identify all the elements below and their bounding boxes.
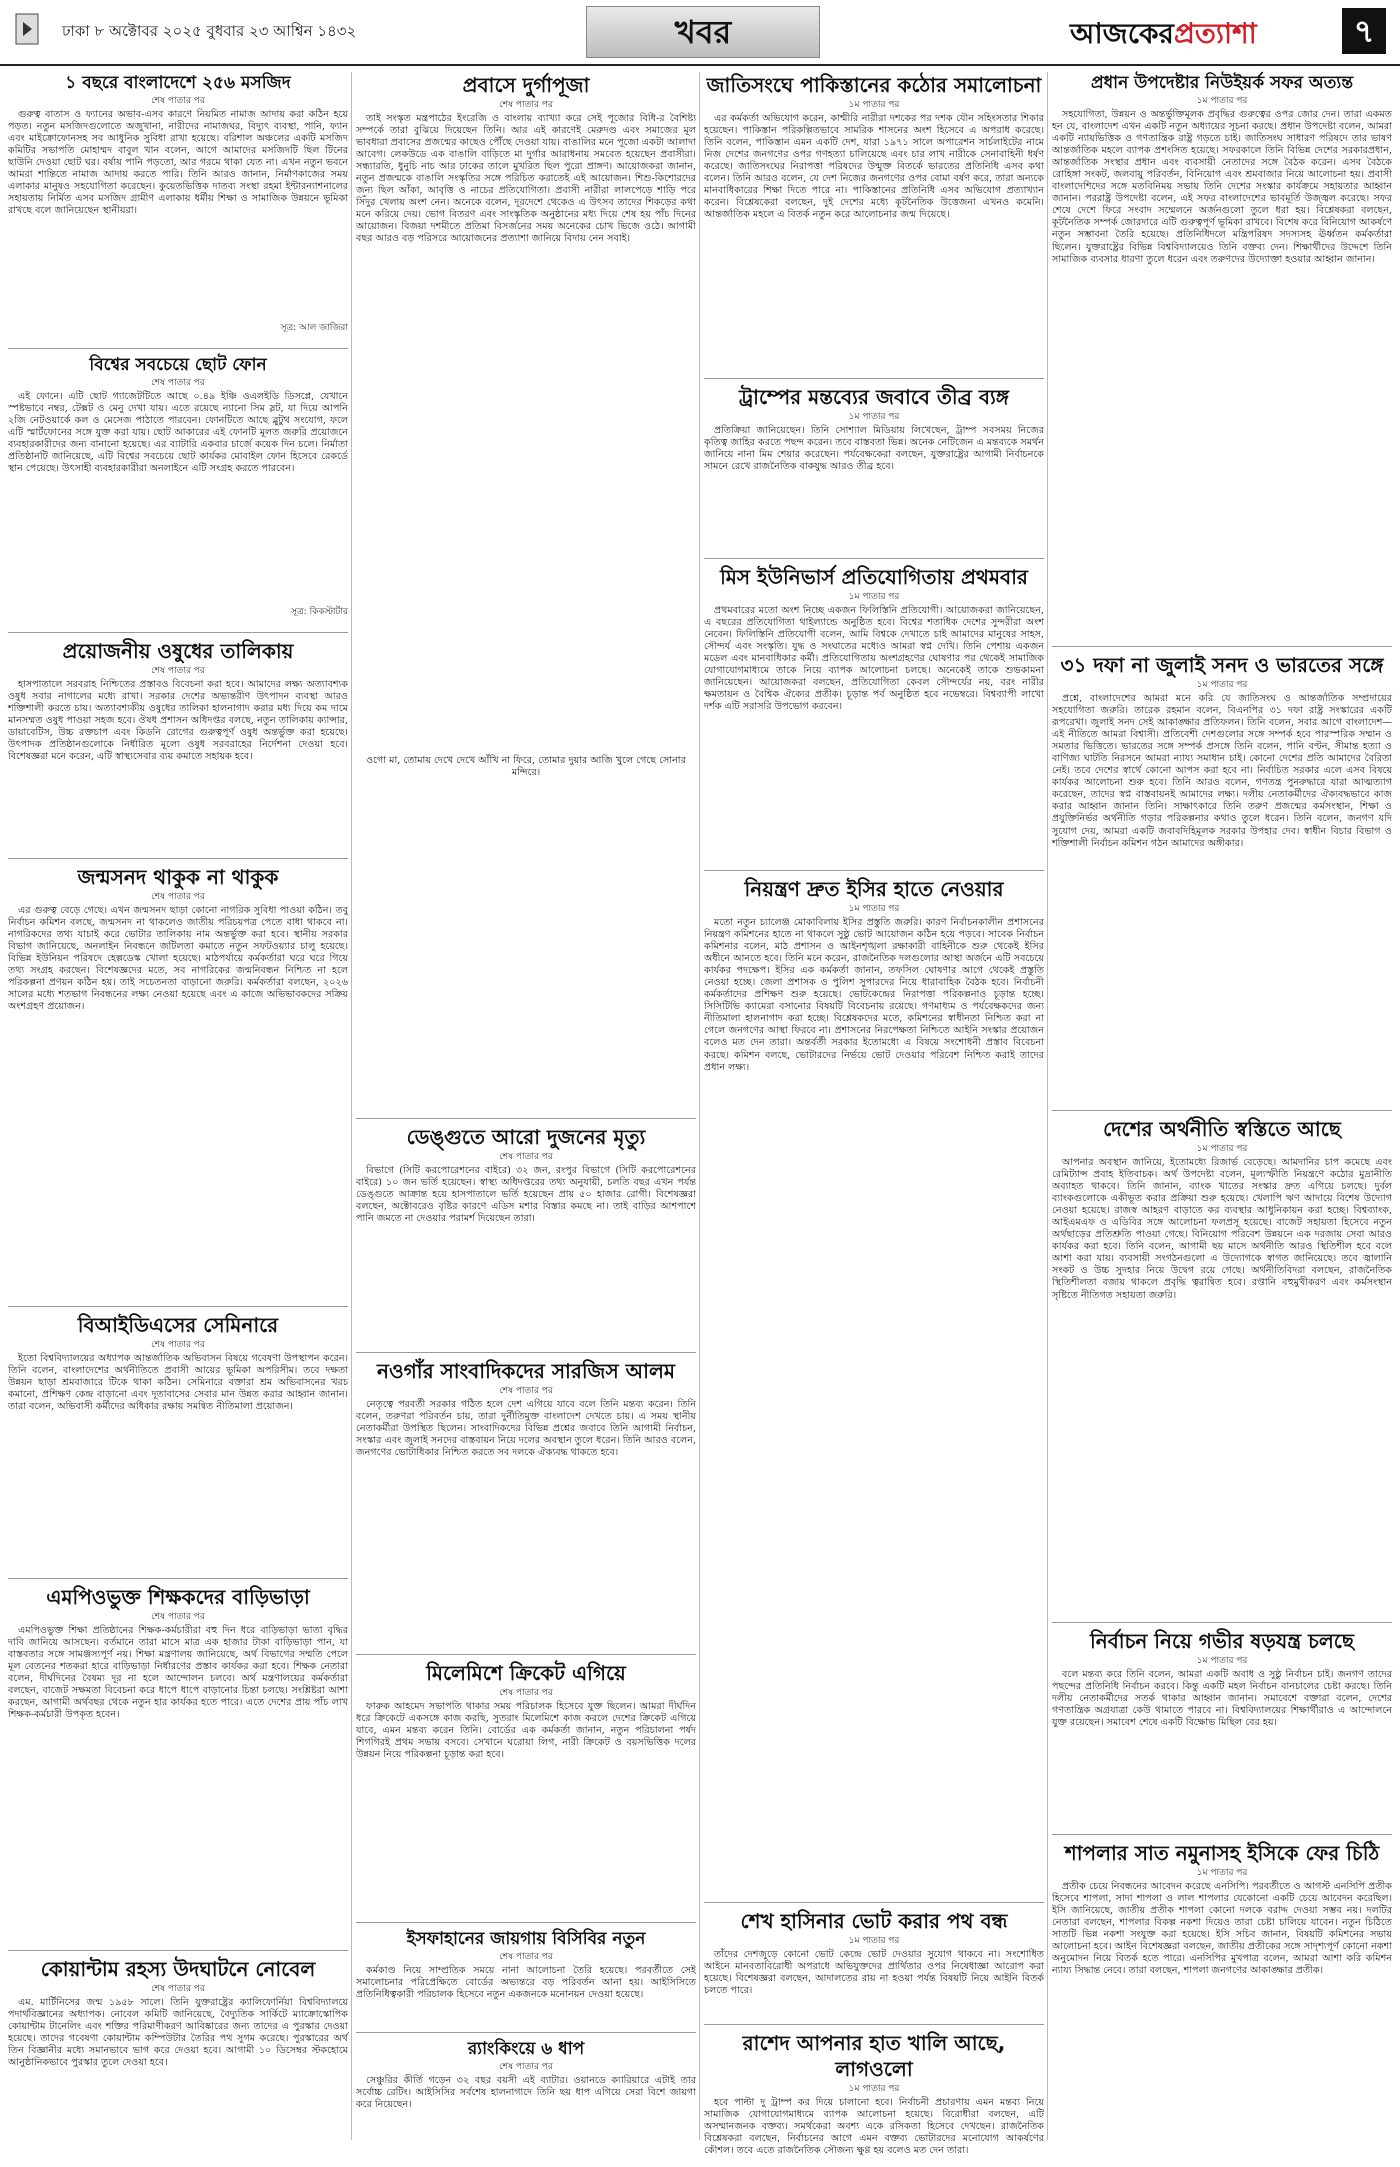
headline: শেখ হাসিনার ভোট করার পথ বন্ধ bbox=[740, 1909, 1008, 1933]
column-divider bbox=[351, 72, 352, 2140]
story-body: নেতৃত্বে পরবর্তী সরকার গঠিত হলে দেশ এগিয়ে যাবে বলে তিনি মন্তব্য করেন। তিনি বলেন, তরুণরা পরিবর্তন চায়, তারা দুর্নীতিমুক্ত বাংলাদেশ দেখতে চায়। এ সময় স্থানীয় নেতাকর্মীরা উপস্থিত ছিলেন। সাংবাদিকদের বিভিন্ন প্রশ্নের জবাবে তিনি আগামী নির্বাচন, সংস্কার এবং জুলাই সনদের বাস্তবায়ন নিয়ে দলের অবস্থান তুলে ধরেন। তিনি আরও বলেন, জনগণের ভোটাধিকার নিশ্চিত করতে সব দলকে ঐক্যবদ্ধ থাকতে হবে। bbox=[356, 1399, 696, 1459]
jump-label: ১ম পাতার পর bbox=[848, 100, 900, 110]
story-body: প্রশ্নে, বাংলাদেশের আমরা মনে করি যে জাতিসংঘ ও আন্তর্জাতিক সম্প্রদায়ের সহযোগিতা জরুরি। তারেক রহমান বলেন, বিএনপির ৩১ দফা রাষ্ট্র সংস্কারের একটি রূপরেখা। জুলাই সনদ সেই আকাঙ্ক্ষার প্রতিফলন। তিনি বলেন, সবার আগে বাংলাদেশ—এই নীতিতে আমরা বিশ্বাসী। প্রতিবেশী দেশগুলোর সঙ্গে সম্পর্ক হবে পারস্পরিক সম্মান ও সমতার ভিত্তিতে। ভারতের সঙ্গে সম্পর্ক প্রসঙ্গে তিনি বলেন, পানি বণ্টন, সীমান্ত হত্যা ও বাণিজ্য ঘাটতি নিরসনে আমরা ন্যায্য সমাধান চাই। কোনো দেশের প্রতি আমাদের বৈরিতা নেই। তবে দেশের স্বার্থে কোনো আপস করা হবে না। নির্বাচিত সরকার এলে এসব বিষয়ে কার্যকর আলোচনা শুরু হবে। তিনি আরও বলেন, গণতন্ত্র পুনরুদ্ধারে যারা আত্মত্যাগ করেছেন, তাদের স্বপ্ন বাস্তবায়নই আমাদের লক্ষ্য। দলীয় নেতাকর্মীদের ঐক্যবদ্ধভাবে কাজ করার আহ্বান জানান তিনি। সাক্ষাৎকারে তিনি তরুণ প্রজন্মের কর্মসংস্থান, শিক্ষা ও প্রযুক্তিনির্ভর অর্থনীতি গড়ার পরিকল্পনার কথাও তুলে ধরেন। তিনি বলেন, জনগণ যদি সুযোগ দেয়, আমরা একটি জবাবদিহিমূলক সরকার উপহার দেব। স্বাধীন বিচার বিভাগ ও শক্তিশালী নির্বাচন কমিশন গঠন আমাদের অঙ্গীকার। bbox=[1052, 693, 1392, 849]
jump-label: শেষ পাতার পর bbox=[151, 96, 205, 106]
column-4 bbox=[1052, 72, 1392, 2140]
jump-label: শেষ পাতার পর bbox=[499, 1152, 553, 1162]
story-medicines bbox=[8, 638, 348, 852]
jump-label: ১ম পাতার পর bbox=[1196, 96, 1248, 106]
story-body: কর্মকাণ্ড নিয়ে সাম্প্রতিক সময়ে নানা আলোচনা তৈরি হয়েছে। পরবর্তীতে সেই সমালোচনার পরিপ্রেক্ষিতে বোর্ডের অভ্যন্তরে বড় পরিবর্তন আনা হয়। আইসিসিতে প্রতিনিধিত্বকারী পরিচালক হিসেবে নতুন একজনকে মনোনয়ন দেওয়া হয়েছে। bbox=[356, 1965, 696, 2001]
story-july-charter bbox=[1052, 652, 1392, 1104]
story-phone bbox=[8, 354, 348, 626]
story-birth-certificate bbox=[8, 864, 348, 1300]
story-newyork-tour bbox=[1052, 72, 1392, 640]
story-body: প্রতিক্রিয়া জানিয়েছেন। তিনি সোশ্যাল মিডিয়ায় লিখেছেন, ট্রাম্প সবসময় নিজের কৃতিত্ব জাহির করতে পছন্দ করেন। তবে বাস্তবতা ভিন্ন। অনেক নেটিজেন এ মন্তব্যকে সমর্থন জানিয়ে নানা মিম শেয়ার করেছেন। পর্যবেক্ষকেরা বলছেন, যুক্তরাষ্ট্রের আগামী নির্বাচনকে সামনে রেখে রাজনৈতিক বাকযুদ্ধ আরও তীব্র হবে। bbox=[704, 425, 1044, 473]
jump-label: শেষ পাতার পর bbox=[499, 1386, 553, 1396]
headline: ১ বছরে বাংলাদেশে ২৫৬ মসজিদ bbox=[65, 73, 291, 93]
story-economy bbox=[1052, 1116, 1392, 1616]
column-divider bbox=[1047, 72, 1048, 2140]
story-body: বিভাগে (সিটি করপোরেশনের বাইরে) ৩২ জন, রংপুর বিভাগে (সিটি করপোরেশনের বাইরে) ১০ জন ভর্তি হয়েছেন। স্বাস্থ্য অধিদপ্তরের তথ্য অনুযায়ী, চলতি বছর এখন পর্যন্ত ডেঙ্গুতে আক্রান্ত হয়ে হাসপাতালে ভর্তি হয়েছেন প্রায় ৫০ হাজার রোগী। বিশেষজ্ঞরা বলছেন, অক্টোবরেও বৃষ্টির কারণে এডিস মশার বিস্তার কমছে না। তাই বাড়ির আশপাশে পানি জমতে না দেওয়ার পরামর্শ দিয়েছেন তারা। bbox=[356, 1165, 696, 1225]
headline: জাতিসংঘে পাকিস্তানের কঠোর সমালোচনা bbox=[706, 73, 1042, 97]
story-miss-universe bbox=[704, 564, 1044, 864]
story-body: ফারুক আহমেদ সভাপতি থাকার সময় পরিচালক হিসেবে যুক্ত ছিলেন। আমরা দীর্ঘদিন ধরে ক্রিকেটে একসঙ্গে কাজ করছি, সুতরাং মিলেমিশে কাজ করলে দেশের ক্রিকেট এগিয়ে যাবে, এমন মন্তব্য করেন তিনি। বোর্ডের এক কর্মকর্তা জানান, নতুন পরিচালনা পর্ষদ শিগগিরই প্রথম সভায় বসবে। সেখানে ঘরোয়া লিগ, নারী ক্রিকেট ও বয়সভিত্তিক দলের উন্নয়ন নিয়ে পরিকল্পনা চূড়ান্ত করা হবে। bbox=[356, 1701, 696, 1761]
issue-date: ঢাকা ৮ অক্টোবর ২০২৫ বুধবার ২৩ আশ্বিন ১৪৩২ bbox=[62, 22, 357, 40]
story-body: বলে মন্তব্য করে তিনি বলেন, আমরা একটি অবাধ ও সুষ্ঠু নির্বাচন চাই। জনগণ তাদের পছন্দের প্রতিনিধি নির্বাচন করবে। কিন্তু একটি মহল নির্বাচন বানচালের চেষ্টা করছে। তিনি দলীয় নেতাকর্মীদের সতর্ক থাকার আহ্বান জানান। সমাবেশে বক্তারা বলেন, দেশের গণতান্ত্রিক অগ্রযাত্রা কেউ থামাতে পারবে না। বিশ্ববিদ্যালয়ের শিক্ষার্থীরাও এ আন্দোলনে যুক্ত রয়েছেন। সমাবেশ শেষে একটি বিক্ষোভ মিছিল বের হয়। bbox=[1052, 1669, 1392, 1729]
headline: ইসফাহানের জায়গায় বিসিবির নতুন bbox=[406, 1929, 646, 1949]
story-durga-puja bbox=[356, 72, 696, 1112]
jump-label: ১ম পাতার পর bbox=[1196, 1868, 1248, 1878]
story-divider bbox=[1052, 1834, 1392, 1835]
headline: জন্মসনদ থাকুক না থাকুক bbox=[77, 865, 279, 889]
story-divider bbox=[704, 870, 1044, 871]
story-divider bbox=[356, 2032, 696, 2033]
jump-label: শেষ পাতার পর bbox=[499, 1952, 553, 1962]
story-divider bbox=[356, 1922, 696, 1923]
story-divider bbox=[704, 558, 1044, 559]
headline: ট্রাম্পের মন্তব্যের জবাবে তীব্র ব্যঙ্গ bbox=[738, 385, 1010, 409]
column-2 bbox=[356, 72, 696, 2140]
jump-label: ১ম পাতার পর bbox=[848, 592, 900, 602]
headline: নওগাঁর সাংবাদিকদের সারজিস আলম bbox=[377, 1359, 675, 1383]
story-bcb-isfahan bbox=[356, 1928, 696, 2028]
story-divider bbox=[704, 378, 1044, 379]
story-body: প্রতীক চেয়ে নিবন্ধনের আবেদন করেছে এনসিপি। পরবর্তীতে ও আগস্ট এনসিপি প্রতীক হিসেবে শাপলা, সাদা শাপলা ও লাল শাপলার যেকোনো একটি চেয়ে আবেদন করেছিল। ইসি জানিয়েছে, জাতীয় প্রতীক শাপলা কোনো দলকে বরাদ্দ দেওয়া সম্ভব নয়। দলটির নেতারা বলছেন, শাপলার বিকল্প নকশা দিয়েও তারা চেষ্টা চালিয়ে যাবেন। নতুন চিঠিতে সাতটি ভিন্ন নকশা সংযুক্ত করা হয়েছে। ইসি সচিব জানান, বিষয়টি কমিশনের সভায় আলোচনা হবে। আইন বিশেষজ্ঞরা বলছেন, জাতীয় প্রতীকের সঙ্গে সাদৃশ্যপূর্ণ কোনো নকশা অনুমোদন নিয়ে বিতর্ক হতে পারে। এনসিপির মুখপাত্র বলেন, আমরা আশা করি কমিশন ন্যায্য সিদ্ধান্ত নেবে। তারা বলছেন, শাপলা জনগণের আকাঙ্ক্ষার প্রতীক। bbox=[1052, 1881, 1392, 1977]
story-body: হবে পাল্টা দু ট্রাম্প কর দিয়ে চালানো হবে। নির্বাচনী প্রচারণায় এমন মন্তব্য নিয়ে সামাজিক যোগাযোগমাধ্যমে ব্যাপক আলোচনা হয়েছে। বিরোধীরা বলছেন, এটি অসম্মানজনক বক্তব্য। সমর্থকেরা অবশ্য একে রসিকতা হিসেবে দেখছেন। রাজনৈতিক বিশ্লেষকরা বলছেন, নির্বাচনের আগে এমন বক্তব্য ভোটারদের মনোযোগ আকর্ষণের কৌশল। তবে এতে রাজনৈতিক সৌজন্য ক্ষুণ্ণ হয় বলেও মত দেন তারা। bbox=[704, 2097, 1044, 2157]
headline: বিশ্বের সবচেয়ে ছোট ফোন bbox=[89, 355, 267, 375]
headline: ৩১ দফা না জুলাই সনদ ও ভারতের সঙ্গে bbox=[1060, 653, 1384, 677]
headline: কোয়ান্টাম রহস্য উদঘাটনে নোবেল bbox=[40, 1957, 316, 1981]
poem-excerpt: ওগো মা, তোমায় দেখে দেখে আঁখি না ফিরে, তোমার দুয়ার আজি খুলে গেছে সোনার মন্দিরে। bbox=[366, 755, 686, 779]
headline: রাশেদ আপনার হাত খালি আছে, লাগওলো bbox=[742, 2031, 1006, 2081]
story-cricket bbox=[356, 1660, 696, 1916]
story-divider bbox=[1052, 1110, 1392, 1111]
story-divider bbox=[356, 1352, 696, 1353]
story-pakistan-un bbox=[704, 72, 1044, 372]
headline: নিয়ন্ত্রণ দ্রুত ইসির হাতে নেওয়ার bbox=[744, 877, 1004, 901]
newspaper-logo bbox=[1070, 12, 1257, 59]
page-header bbox=[0, 0, 1400, 66]
story-divider bbox=[1052, 1622, 1392, 1623]
story-body: এমপিওভুক্ত শিক্ষা প্রতিষ্ঠানের শিক্ষক-কর্মচারীরা বহু দিন ধরে বাড়িভাড়া ভাতা বৃদ্ধির দাবি জানিয়ে আসছেন। বর্তমানে তারা মাসে মাত্র এক হাজার টাকা বাড়িভাড়া পান, যা বাস্তবতার সঙ্গে সামঞ্জস্যপূর্ণ নয়। শিক্ষা মন্ত্রণালয় জানিয়েছে, অর্থ বিভাগের সম্মতি পেলে মূল বেতনের শতকরা হারে বাড়িভাড়া নির্ধারণের প্রস্তাব কার্যকর করা হবে। শিক্ষক নেতারা বলেন, দীর্ঘদিনের বৈষম্য দূর না হলে আন্দোলন চলবে। অর্থ মন্ত্রণালয়ের কর্মকর্তারা বলছেন, বাজেট সক্ষমতা বিবেচনা করে ধাপে ধাপে বাড়ানোর চিন্তা চলছে। সংশ্লিষ্টরা আশা করছেন, আগামী অর্থবছর থেকে নতুন হার কার্যকর হতে পারে। এতে দেশের প্রায় পাঁচ লাখ শিক্ষক-কর্মচারী উপকৃত হবেন। bbox=[8, 1625, 348, 1721]
headline: শাপলার সাত নমুনাসহ ইসিকে ফের চিঠি bbox=[1064, 1841, 1380, 1865]
story-divider bbox=[704, 2024, 1044, 2025]
jump-label: শেষ পাতার পর bbox=[499, 1688, 553, 1698]
story-body: তাঁদের দেশজুড়ে কোনো ভোট কেন্দ্রে ভোট দেওয়ার সুযোগ থাকবে না। সংশোধিত আইনে মানবতাবিরোধী অপরাধে অভিযুক্তদের প্রার্থিতার ওপর নিষেধাজ্ঞা আরোপ করা হয়েছে। বিশেষজ্ঞরা বলছেন, আদালতের রায় না হওয়া পর্যন্ত বিষয়টি নিয়ে আইনি বিতর্ক চলতে পারে। bbox=[704, 1949, 1044, 1997]
section-title: খবর bbox=[586, 6, 820, 58]
jump-label: শেষ পাতার পর bbox=[151, 892, 205, 902]
story-body: এই ফোনে। এটি ছোট গ্যাজেটটিতে আছে ০.৪৯ ইঞ্চি ওএলইডি ডিসপ্লে, যেখানে স্পষ্টভাবে নম্বর, টেক্সট ও মেনু দেখা যায়। এতে রয়েছে ন্যানো সিম স্লট, যা দিয়ে আপনি ২জি নেটওয়ার্কে কল ও মেসেজ পাঠাতে পারবেন। ফোনটিতে আছে ব্লুটুথ সংযোগ, ফলে এটি স্মার্টফোনের সঙ্গে যুক্ত করা যায়। ছোট আকারের এই ফোনটি মূলত জরুরি প্রয়োজনে ব্যবহারকারীদের জন্য বানানো হয়েছে। এর ব্যাটারি একবার চার্জে কয়েক দিন চলে। নির্মাতা প্রতিষ্ঠানটি জানিয়েছে, এটি বিশ্বের সবচেয়ে ছোট কার্যকর মোবাইল ফোন হিসেবে রেকর্ডে স্থান পেয়েছে। উৎসাহী ব্যবহারকারীরা অনলাইনে এটি সংগ্রহ করতে পারবেন। bbox=[8, 391, 348, 475]
headline: মিস ইউনিভার্স প্রতিযোগিতায় প্রথমবার bbox=[720, 565, 1028, 589]
jump-label: ১ম পাতার পর bbox=[1196, 680, 1248, 690]
headline: এমপিওভুক্ত শিক্ষকদের বাড়িভাড়া bbox=[46, 1585, 310, 1609]
story-divider bbox=[8, 1578, 348, 1579]
story-byline: সূত্র: আল জাজিরা bbox=[280, 323, 348, 333]
story-body: সেঞ্চুরির কীর্তি গড়েন ৩২ বছর বয়সী এই ব্যাটার। ওয়ানডে ক্যারিয়ারে এটাই তার সর্বোচ্চ রেটিং। আইসিসির সর্বশেষ হালনাগাদে তিনি ছয় ধাপ এগিয়ে সেরা বিশে জায়গা করে নিয়েছেন। bbox=[356, 2075, 696, 2111]
headline: বিআইডিএসের সেমিনারে bbox=[77, 1313, 279, 1337]
jump-label: শেষ পাতার পর bbox=[151, 666, 205, 676]
story-body: মতো নতুন চ্যালেঞ্জ মোকাবিলায় ইসির প্রস্তুতি জরুরি। কারণ নির্বাচনকালীন প্রশাসনের নিয়ন্ত্রণ কমিশনের হাতে না থাকলে সুষ্ঠু ভোট আয়োজন কঠিন হয়ে পড়বে। সাবেক নির্বাচন কমিশনার বলেন, মাঠ প্রশাসন ও আইনশৃঙ্খলা রক্ষাকারী বাহিনীকে শুরু থেকেই ইসির অধীনে আনতে হবে। তিনি মনে করেন, রাজনৈতিক দলগুলোর আস্থা অর্জনে এটি সবচেয়ে কার্যকর পদক্ষেপ। ইসির এক কর্মকর্তা জানান, তফসিল ঘোষণার আগে থেকেই প্রস্তুতি নেওয়া হচ্ছে। জেলা প্রশাসক ও পুলিশ সুপারদের নিয়ে ধারাবাহিক বৈঠক হবে। নির্বাচনী কর্মকর্তাদের প্রশিক্ষণ শুরু হয়েছে। ভোটকেন্দ্রের নিরাপত্তা পরিকল্পনাও চূড়ান্ত হচ্ছে। সিসিটিভি ক্যামেরা বসানোর বিষয়টি বিবেচনায় রয়েছে। গণমাধ্যম ও পর্যবেক্ষকদের জন্য নীতিমালা হালনাগাদ করা হচ্ছে। বিশ্লেষকদের মতে, কমিশনের স্বাধীনতা নিশ্চিত করা না গেলে জনগণের আস্থা ফিরবে না। প্রশাসনের নিরপেক্ষতা নিশ্চিতে আইনি সংস্কার প্রয়োজন বলেও মত দেন তারা। অন্তর্বর্তী সরকার ইতোমধ্যে এ বিষয়ে সংশোধনী প্রস্তাব বিবেচনা করছে। কমিশন বলছে, ভোটারদের নির্ভয়ে ভোট দেওয়ার পরিবেশ নিশ্চিত করাই তাদের প্রধান লক্ষ্য। bbox=[704, 917, 1044, 1073]
story-body: গুরুত্ব বাতাস ও ফ্যানের অভাব-এসব কারণে নিয়মিত নামাজ আদায় করা কঠিন হয়ে পড়ত। নতুন মসজিদগুলোতে অজুখানা, নারীদের নামাজঘর, বিদ্যুৎ ব্যবস্থা, পানি, ফ্যান এবং মাইক্রোফোনসহ সব আধুনিক সুবিধা রাখা হয়েছে। বরিশাল অঞ্চলের একটি মসজিদ কমিটির সভাপতি মোহাম্মদ বাবুল খান বলেন, আগে আমাদের মসজিদটি ছিল টিনের ছাউনি দেওয়া ছোট ঘর। বর্ষায় পানি পড়তো, আর গরমে থাকা যেত না। এখন নতুন ভবনে আমরা শান্তিতে নামাজ আদায় করতে পারি। তিনি আরও জানান, নির্মাণকাজের সময় এলাকার মানুষও সহযোগিতা করেছেন। কুয়েতভিত্তিক দাতব্য সংস্থা রহমা ইন্টারন্যাশনালের সহায়তায় নির্মিত এসব মসজিদ গ্রামীণ এলাকায় ধর্মীয় শিক্ষা ও সামাজিক উন্নয়নে ভূমিকা রাখছে বলে জানিয়েছেন স্থানীয়রা। bbox=[8, 109, 348, 217]
page-number: ৭ bbox=[1342, 8, 1386, 54]
jump-label: শেষ পাতার পর bbox=[151, 1984, 205, 1994]
story-body: এর কর্মকর্তা অভিযোগ করেন, কাশ্মীরি নারীরা দশকের পর দশক যৌন সহিংসতার শিকার হয়েছেন। পাকিস্তান পরিকল্পিতভাবে সামরিক শাসনের অংশ হিসেবে এ অপরাধ করেছে। তিনি বলেন, পাকিস্তান এমন একটি দেশ, যারা ১৯৭১ সালে অপারেশন সার্চলাইটের নামে নিজ দেশের জনগণের ওপর গণহত্যা চালিয়েছে এবং চার লাখ নারীকে সেনাবাহিনী ধর্ষণ করেছে। জাতিসংঘের নিরাপত্তা পরিষদের উন্মুক্ত বিতর্কে ভারতের প্রতিনিধি এসব কথা বলেন। তিনি আরও বলেন, যে দেশ নিজের জনগণের ওপর বোমা বর্ষণ করে, তারা অন্যকে মানবাধিকারের শিক্ষা দিতে পারে না। পাকিস্তানের প্রতিনিধি এসব অভিযোগ প্রত্যাখ্যান করেন। বিশ্লেষকেরা বলছেন, দুই দেশের মধ্যে কূটনৈতিক উত্তেজনা এখনও কমেনি। আন্তর্জাতিক মহলে এ বিতর্ক নতুন করে আলোচনার জন্ম দিয়েছে। bbox=[704, 113, 1044, 221]
story-rashed bbox=[704, 2030, 1044, 2157]
headline: প্রধান উপদেষ্টার নিউইয়র্ক সফর অত্যন্ত bbox=[1090, 73, 1354, 93]
jump-label: ১ম পাতার পর bbox=[1196, 1144, 1248, 1154]
headline: দেশের অর্থনীতি স্বস্তিতে আছে bbox=[1103, 1117, 1341, 1141]
headline: প্রয়োজনীয় ওষুধের তালিকায় bbox=[62, 639, 294, 663]
story-hasina-vote bbox=[704, 1908, 1044, 2018]
story-body: এম. মার্টিনিসের জন্ম ১৯৫৮ সালে। তিনি যুক্তরাষ্ট্রের ক্যালিফোর্নিয়া বিশ্ববিদ্যালয়ে পদার্থবিজ্ঞানের অধ্যাপক। নোবেল কমিটি জানিয়েছে, বৈদ্যুতিক সার্কিটে ম্যাক্রোস্কোপিক কোয়ান্টাম টানেলিং এবং শক্তির পরিমাণীকরণ আবিষ্কারের জন্য তাদের এ পুরস্কার দেওয়া হয়েছে। তাদের গবেষণা কোয়ান্টাম কম্পিউটার তৈরির পথ সুগম করেছে। পুরস্কারের অর্থ তিন বিজ্ঞানীর মধ্যে সমানভাবে ভাগ করে দেওয়া হবে। আগামী ১০ ডিসেম্বর স্টকহোমে আনুষ্ঠানিকভাবে পুরস্কার তুলে দেওয়া হবে। bbox=[8, 1997, 348, 2069]
logo-word-black: আজকের bbox=[1070, 17, 1174, 50]
story-divider bbox=[356, 1654, 696, 1655]
story-mosques bbox=[8, 72, 348, 342]
jump-label: ১ম পাতার পর bbox=[848, 412, 900, 422]
story-divider bbox=[8, 1950, 348, 1951]
story-trump bbox=[704, 384, 1044, 552]
column-1 bbox=[8, 72, 348, 2140]
story-divider bbox=[8, 1306, 348, 1307]
story-biids bbox=[8, 1312, 348, 1572]
story-body: আপনার অবস্থান জানিয়ে, ইতোমধ্যে রিজার্ভ বেড়েছে। আমদানির চাপ কমেছে এবং রেমিট্যান্স প্রবাহ ইতিবাচক। অর্থ উপদেষ্টা বলেন, মূল্যস্ফীতি নিয়ন্ত্রণে কঠোর মুদ্রানীতি অব্যাহত থাকবে। তিনি জানান, ব্যাংক খাতের সংস্কার দ্রুত এগিয়ে চলছে। দুর্বল ব্যাংকগুলোকে একীভূত করার প্রক্রিয়া শুরু হয়েছে। খেলাপি ঋণ আদায়ে বিশেষ উদ্যোগ নেওয়া হয়েছে। রাজস্ব আহরণ বাড়াতে কর ব্যবস্থার আধুনিকায়ন করা হচ্ছে। বিশ্বব্যাংক, আইএমএফ ও এডিবির সঙ্গে আলোচনা ফলপ্রসূ হয়েছে। বাজেট সহায়তা হিসেবে নতুন অর্থছাড়ের প্রতিশ্রুতি পাওয়া গেছে। বিনিয়োগ পরিবেশ উন্নয়নে এক দরজায় সেবা আরও কার্যকর করা হবে। তিনি বলেন, আগামী ছয় মাসে অর্থনীতি আরও স্থিতিশীল হবে বলে আশা করা যায়। ব্যবসায়ী সংগঠনগুলো এ উদ্যোগকে স্বাগত জানিয়েছে। তবে জ্বালানি সংকট ও উচ্চ সুদহার নিয়ে উদ্বেগ রয়ে গেছে। অর্থনীতিবিদরা বলছেন, রাজনৈতিক স্থিতিশীলতা বজায় থাকলে প্রবৃদ্ধি ত্বরান্বিত হবে। রপ্তানি বহুমুখীকরণ এবং কর্মসংস্থান সৃষ্টিতে নীতিগত সহায়তা জরুরি। bbox=[1052, 1157, 1392, 1301]
story-ec-control bbox=[704, 876, 1044, 1896]
headline: প্রবাসে দুর্গাপূজা bbox=[462, 73, 590, 97]
headline: মিলেমিশে ক্রিকেট এগিয়ে bbox=[426, 1661, 626, 1685]
jump-label: ১ম পাতার পর bbox=[848, 1936, 900, 1946]
story-body: হাসপাতালে সরবরাহ নিশ্চিতের প্রস্তাবও বিবেচনা করা হবে। আমাদের লক্ষ্য অত্যাবশ্যক ওষুধ সবার নাগালের মধ্যে রাখা। সরকার দেশের অভ্যন্তরীণ উৎপাদন ব্যবস্থা আরও শক্তিশালী করতে চায়। অত্যাবশ্যকীয় ওষুধের তালিকা হালনাগাদ করার মধ্য দিয়ে কম দামে মানসম্মত ওষুধ পাওয়া সহজ হবে। ঔষধ প্রশাসন অধিদপ্তর বলছে, নতুন তালিকায় ক্যান্সার, ডায়াবেটিস, উচ্চ রক্তচাপ এবং কিডনি রোগের গুরুত্বপূর্ণ ওষুধ অন্তর্ভুক্ত করা হয়েছে। উৎপাদক প্রতিষ্ঠানগুলোকে নির্ধারিত মূল্যে ওষুধ সরবরাহের নির্দেশনা দেওয়া হবে। বিশেষজ্ঞরা মনে করেন, এটি স্বাস্থ্যসেবার ব্যয় কমাতে সহায়ক হবে। bbox=[8, 679, 348, 763]
jump-label: শেষ পাতার পর bbox=[151, 1612, 205, 1622]
story-divider bbox=[8, 348, 348, 349]
story-body: এর গুরুত্ব বেড়ে গেছে। এখন জন্মসনদ ছাড়া কোনো নাগরিক সুবিধা পাওয়া কঠিন। তবু নির্বাচন কমিশন বলছে, জন্মসনদ না থাকলেও জাতীয় পরিচয়পত্র পেতে বাধা থাকবে না। নাগরিকদের তথ্য যাচাই করে ভোটার তালিকায় নাম অন্তর্ভুক্ত করা হবে। স্থানীয় সরকার বিভাগ জানিয়েছে, অনলাইন নিবন্ধনে জটিলতা কমাতে নতুন সফটওয়্যার চালু হয়েছে। বিভিন্ন ইউনিয়ন পরিষদে হেল্পডেস্ক খোলা হয়েছে। মাঠপর্যায়ে কর্মকর্তারা ঘরে ঘরে গিয়ে তথ্য সংগ্রহ করছেন। বিশেষজ্ঞদের মতে, সব নাগরিকের জন্মনিবন্ধন নিশ্চিত না হলে পরিকল্পনা প্রণয়ন কঠিন হয়। তাই সচেতনতা বাড়ানো জরুরি। কর্মকর্তারা বলছেন, ২০২৬ সালের মধ্যে শতভাগ নিবন্ধনের লক্ষ্য নেওয়া হয়েছে এবং এ কাজে অভিভাবকদের সক্রিয় অংশগ্রহণ প্রয়োজন। bbox=[8, 905, 348, 1013]
jump-label: শেষ পাতার পর bbox=[151, 1340, 205, 1350]
story-body: ইতো বিশ্ববিদ্যালয়ের অধ্যাপক আন্তর্জাতিক অভিবাসন বিষয়ে গবেষণা উপস্থাপন করেন। তিনি বলেন, বাংলাদেশের অর্থনীতিতে প্রবাসী আয়ের ভূমিকা অপরিসীম। তবে দক্ষতা উন্নয়ন ছাড়া শ্রমবাজারে টিকে থাকা কঠিন। সেমিনারে বক্তারা শ্রম অভিবাসনের খরচ কমানো, প্রশিক্ষণ কেন্দ্র বাড়ানো এবং দূতাবাসের সেবার মান উন্নত করার আহ্বান জানান। তারা বলেন, অভিবাসী কর্মীদের অধিকার রক্ষায় সমন্বিত নীতিমালা প্রয়োজন। bbox=[8, 1353, 348, 1413]
jump-label: শেষ পাতার পর bbox=[499, 100, 553, 110]
jump-label: শেষ পাতার পর bbox=[499, 2062, 553, 2072]
logo-word-red: প্রত্যাশা bbox=[1173, 17, 1257, 50]
story-body: সহযোগিতা, উন্নয়ন ও অন্তর্ভুক্তিমূলক প্রবৃদ্ধির গুরুত্বের ওপর জোর দেন। তারা একমত হন যে, বাংলাদেশ এখন একটি নতুন অধ্যায়ের সূচনা করছে। প্রধান উপদেষ্টা বলেন, আমরা একটি ন্যায়ভিত্তিক ও গণতান্ত্রিক রাষ্ট্র গড়তে চাই। জাতিসংঘ সাধারণ পরিষদে তার ভাষণ আন্তর্জাতিক মহলে ব্যাপক প্রশংসিত হয়েছে। সফরকালে তিনি বিভিন্ন দেশের সরকারপ্রধান, আন্তর্জাতিক সংস্থার প্রধান এবং ব্যবসায়ী নেতাদের সঙ্গে বৈঠক করেন। এসব বৈঠকে রোহিঙ্গা সংকট, জলবায়ু পরিবর্তন, বিনিয়োগ এবং শ্রমবাজার নিয়ে আলোচনা হয়। প্রবাসী বাংলাদেশিদের সঙ্গে মতবিনিময় সভায় তিনি দেশের সংস্কার কার্যক্রমে সহায়তার আহ্বান জানান। পররাষ্ট্র উপদেষ্টা বলেন, এই সফর বাংলাদেশের ভাবমূর্তি উজ্জ্বল করেছে। সফর শেষে দেশে ফিরে সংবাদ সম্মেলনে অর্জনগুলো তুলে ধরা হয়। বিশ্লেষকরা বলছেন, কূটনৈতিক সম্পর্ক জোরদারে এটি গুরুত্বপূর্ণ ভূমিকা রাখবে। বিশেষ করে বিনিয়োগ আকর্ষণে নতুন সম্ভাবনা তৈরি হয়েছে। প্রতিনিধিদলে মন্ত্রিপরিষদ সদস্যসহ ঊর্ধ্বতন কর্মকর্তারা ছিলেন। যুক্তরাষ্ট্রের বিভিন্ন বিশ্ববিদ্যালয়েও তিনি বক্তব্য দেন। শিক্ষার্থীদের উদ্দেশে তিনি সামাজিক ব্যবসার ধারণা তুলে ধরেন এবং তরুণদের উদ্যোক্তা হওয়ার আহ্বান জানান। bbox=[1052, 109, 1392, 265]
story-quantum-nobel bbox=[8, 1956, 348, 2140]
column-3 bbox=[704, 72, 1044, 2157]
jump-label: ১ম পাতার পর bbox=[1196, 1656, 1248, 1666]
headline: নির্বাচন নিয়ে গভীর ষড়যন্ত্র চলছে bbox=[1090, 1629, 1354, 1653]
story-shapla-symbol bbox=[1052, 1840, 1392, 2140]
story-ranking bbox=[356, 2038, 696, 2140]
story-divider bbox=[356, 1118, 696, 1119]
story-mpo-teachers bbox=[8, 1584, 348, 1944]
column-divider bbox=[699, 72, 700, 2140]
story-body: প্রথমবারের মতো অংশ নিচ্ছে একজন ফিলিস্তিনি প্রতিযোগী। আয়োজকরা জানিয়েছেন, এ বছরের প্রতিযোগিতা থাইল্যান্ডে অনুষ্ঠিত হবে। বিশ্বের শতাধিক দেশের সুন্দরীরা অংশ নেবেন। ফিলিস্তিনি প্রতিযোগী বলেন, আমি বিশ্বকে দেখাতে চাই আমাদের মানুষের সাহস, সৌন্দর্য এবং সংস্কৃতি। যুদ্ধ ও সংঘাতের মধ্যেও আমরা স্বপ্ন দেখি। তিনি পেশায় একজন মডেল এবং মানবাধিকার কর্মী। প্রতিযোগিতায় অংশগ্রহণের ঘোষণার পর থেকেই সামাজিক যোগাযোগমাধ্যমে তাকে নিয়ে ব্যাপক আলোচনা চলছে। অনেকেই তাকে শুভকামনা জানিয়েছেন। আয়োজকরা বলছেন, প্রতিযোগিতা কেবল সৌন্দর্যের নয়, বরং নারীর ক্ষমতায়ন ও বৈশ্বিক ঐক্যের প্রতীক। চূড়ান্ত পর্ব অনুষ্ঠিত হবে নভেম্বরে। বিশ্বব্যাপী লাখো দর্শক এটি সরাসরি উপভোগ করবেন। bbox=[704, 605, 1044, 713]
headline: ডেঙ্গুতে আরো দুজনের মৃত্যু bbox=[406, 1125, 646, 1149]
story-divider bbox=[704, 1902, 1044, 1903]
story-divider bbox=[1052, 646, 1392, 647]
story-divider bbox=[8, 858, 348, 859]
headline: র‍্যাংকিংয়ে ৬ ধাপ bbox=[467, 2039, 585, 2059]
jump-label: ১ম পাতার পর bbox=[848, 2084, 900, 2094]
jump-label: শেষ পাতার পর bbox=[151, 378, 205, 388]
story-body: তাই সংস্কৃত মন্ত্রপাঠের ইংরেজি ও বাংলায় ব্যাখ্যা করে সেই পূজোর বিধি-র বৈশিষ্ট্য সম্পর্কে তারা বুঝিয়ে দিয়েছেন তিনি। আর এই কারণেই মেরুদণ্ড এবং সমাজের মূল ভাবধারা প্রবাসের প্রজন্মের কাছেও পৌঁছে দেওয়া যায়। বাঙালির মনে পূজো একটা আলাদা আবেগ। লেকউডে এক বাঙালি বাড়িতে মা দুর্গার আরাধনায় সমবেত হয়েছেন প্রবাসীরা। সন্ধ্যারতি, ধুনুচি নাচ আর ঢাকের তালে মুখরিত ছিল পুরো প্রাঙ্গণ। আয়োজকরা জানান, নতুন প্রজন্মকে বাঙালি সংস্কৃতির সঙ্গে পরিচিত করাতেই এই আয়োজন। শিশু-কিশোরদের জন্য ছিল আঁকা, আবৃত্তি ও নাচের প্রতিযোগিতা। প্রবাসী নারীরা লালপেড়ে শাড়ি পরে সিঁদুর খেলায় অংশ নেন। অনেকে বলেন, দূরদেশে থেকেও এ উৎসব তাদের শিকড়ের কথা মনে করিয়ে দেয়। ভোগ বিতরণ এবং সাংস্কৃতিক অনুষ্ঠানের মধ্য দিয়ে শেষ হয় পাঁচ দিনের আয়োজন। বিজয়া দশমীতে প্রতিমা বিসর্জনের সময় অনেকের চোখ ভিজে ওঠে। আগামী বছর আরও বড় পরিসরে আয়োজনের প্রত্যাশা জানিয়ে বিদায় নেন সবাই। bbox=[356, 113, 696, 245]
page-marker-icon bbox=[14, 14, 40, 44]
story-divider bbox=[8, 632, 348, 633]
story-naogaon bbox=[356, 1358, 696, 1648]
story-byline: সূত্র: কিকস্টার্টার bbox=[291, 607, 348, 617]
jump-label: ১ম পাতার পর bbox=[848, 904, 900, 914]
story-election-conspiracy bbox=[1052, 1628, 1392, 1828]
story-dengue bbox=[356, 1124, 696, 1346]
